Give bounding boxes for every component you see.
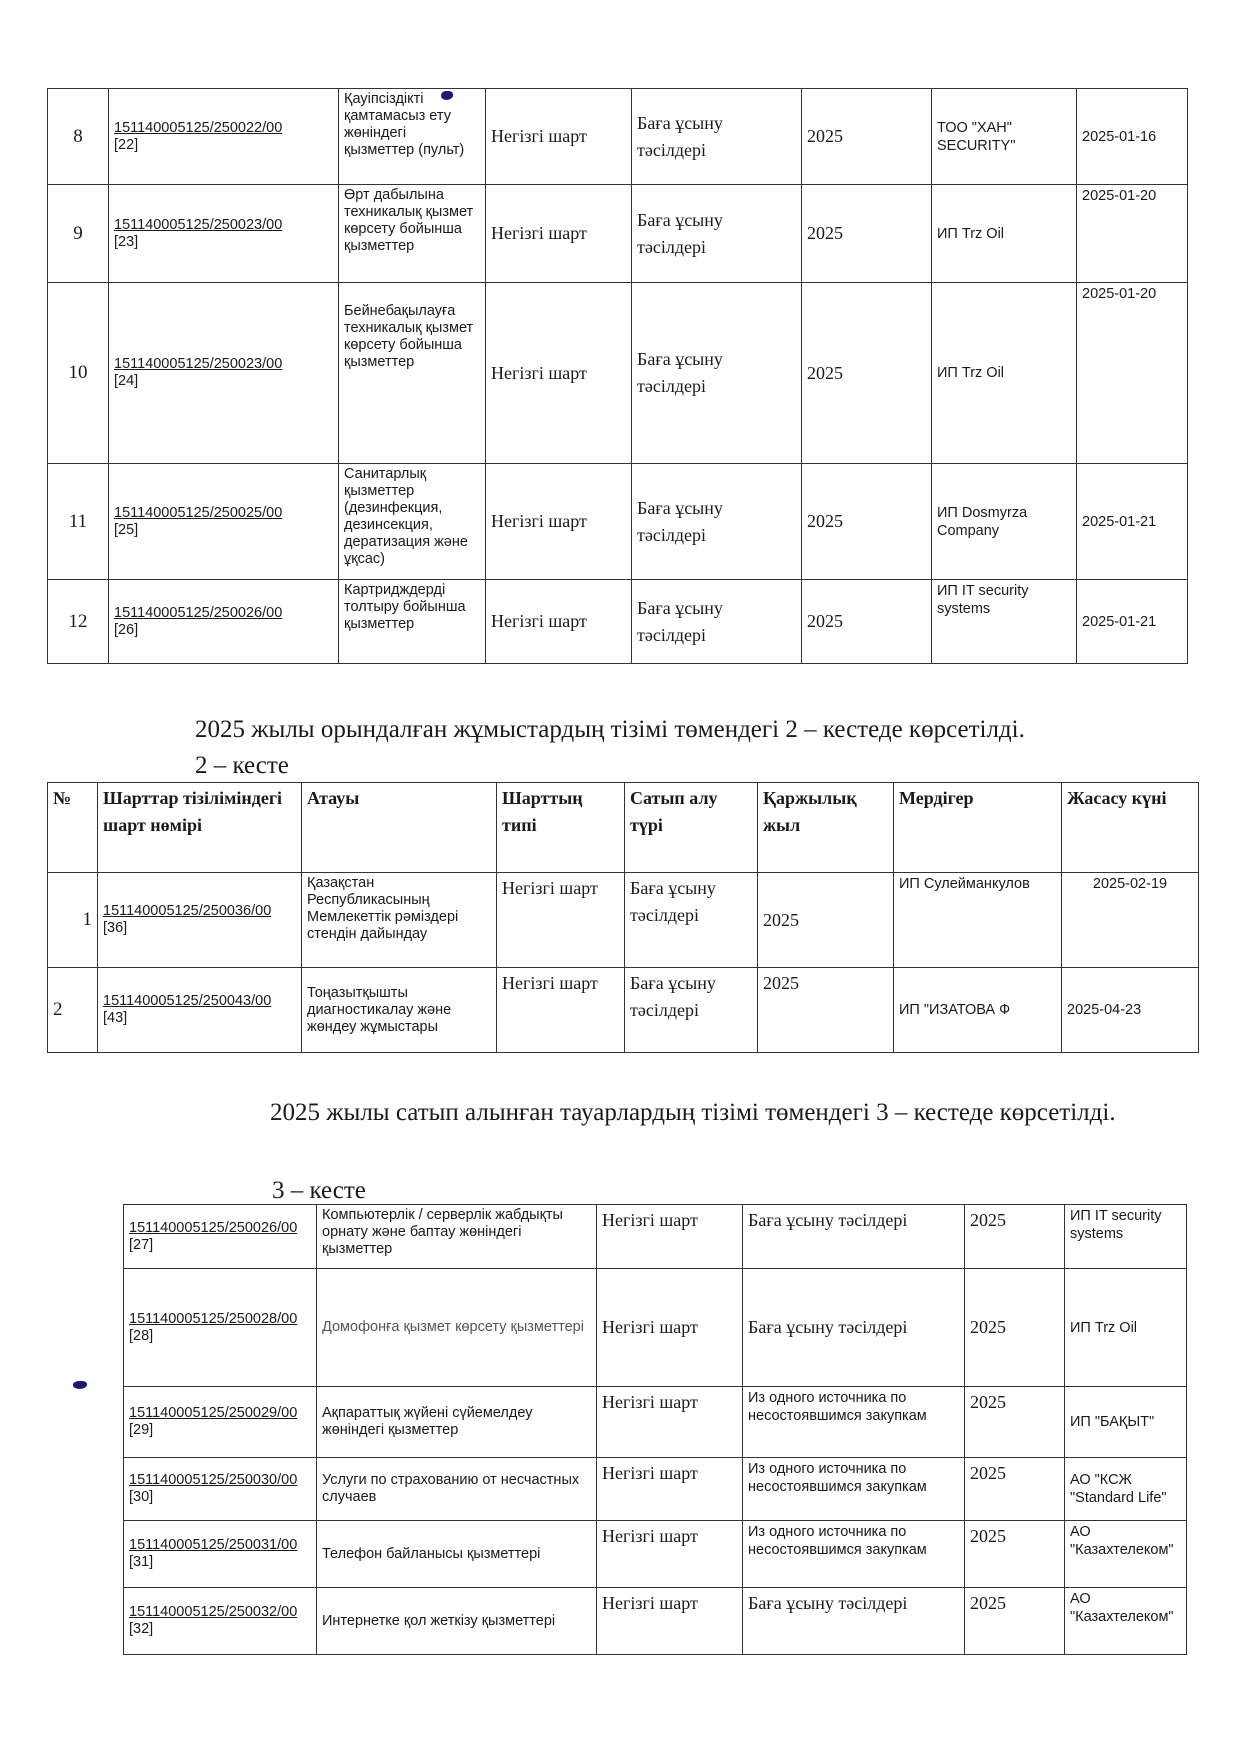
section-3-paragraph: 2025 жылы сатып алынған тауарлардың тізімі төмендегі 3 – кестеде көрсетілді. — [270, 1099, 1116, 1126]
supplier: АО "Казахтелеком" — [1065, 1521, 1187, 1588]
contract-code: 151140005125/250029/00 [29] — [124, 1387, 317, 1458]
contract-name: Тоңазытқышты диагностикалау және жөндеу жұмыстары — [302, 968, 497, 1053]
table-row — [124, 1521, 1187, 1588]
purchase-method: Баға ұсыну тәсілдері — [632, 89, 802, 185]
table-row — [124, 1588, 1187, 1655]
purchase-method: Из одного источника по несостоявшимся закупкам — [743, 1521, 965, 1588]
fiscal-year: 2025 — [965, 1458, 1065, 1521]
contract-name: Қазақстан Республикасының Мемлекеттік рәміздері стендін дайындау — [302, 873, 497, 968]
contract-type: Негізгі шарт — [486, 464, 632, 580]
table-row — [48, 185, 1188, 283]
fiscal-year: 2025 — [802, 580, 932, 664]
fiscal-year: 2025 — [758, 873, 894, 968]
contracts-table-2 — [47, 782, 1199, 1053]
contract-date: 2025-02-19 — [1062, 873, 1199, 968]
table-row — [124, 1387, 1187, 1458]
table-row — [48, 580, 1188, 664]
purchase-method: Баға ұсыну тәсілдері — [743, 1588, 965, 1655]
table-row — [124, 1458, 1187, 1521]
fiscal-year: 2025 — [802, 89, 932, 185]
contract-type: Негізгі шарт — [597, 1269, 743, 1387]
table-header-row — [48, 783, 1199, 873]
header-name: Атауы — [302, 783, 497, 873]
supplier: АО "Казахтелеком" — [1065, 1588, 1187, 1655]
fiscal-year: 2025 — [965, 1269, 1065, 1387]
contract-code: 151140005125/250025/00 [25] — [109, 464, 339, 580]
contract-type: Негізгі шарт — [597, 1588, 743, 1655]
row-number: 9 — [48, 185, 109, 283]
contract-name: Компьютерлік / серверлік жабдықты орнату және баптау жөніндегі қызметтер — [317, 1205, 597, 1269]
supplier: ИП IT security systems — [1065, 1205, 1187, 1269]
row-number: 1 — [48, 873, 98, 968]
purchase-method: Баға ұсыну тәсілдері — [632, 283, 802, 464]
purchase-method: Из одного источника по несостоявшимся закупкам — [743, 1458, 965, 1521]
supplier: ИП Trz Oil — [932, 185, 1077, 283]
table-3-caption: 3 – кесте — [272, 1177, 366, 1204]
contract-code: 151140005125/250023/00 [24] — [109, 283, 339, 464]
purchase-method: Баға ұсыну тәсілдері — [632, 580, 802, 664]
section-2-paragraph: 2025 жылы орындалған жұмыстардың тізімі төмендегі 2 – кестеде көрсетілді. — [195, 716, 1025, 743]
supplier: ИП Trz Oil — [1065, 1269, 1187, 1387]
contract-name: Бейнебақылауға техникалық қызмет көрсету бойынша қызметтер — [339, 283, 486, 464]
supplier: ИП "ИЗАТОВА Ф — [894, 968, 1062, 1053]
goods-table-3 — [123, 1204, 1187, 1655]
ink-mark — [73, 1381, 87, 1389]
supplier: ИП Сулейманкулов — [894, 873, 1062, 968]
contract-name: Қауіпсіздікті қамтамасыз ету жөніндегі қызметтер (пульт) — [339, 89, 486, 185]
fiscal-year: 2025 — [965, 1205, 1065, 1269]
contract-type: Негізгі шарт — [486, 283, 632, 464]
contract-date: 2025-01-20 — [1077, 185, 1188, 283]
supplier: ИП "БАҚЫТ" — [1065, 1387, 1187, 1458]
purchase-method: Баға ұсыну тәсілдері — [743, 1205, 965, 1269]
contract-code: 151140005125/250022/00 [22] — [109, 89, 339, 185]
table-row — [48, 464, 1188, 580]
row-number: 11 — [48, 464, 109, 580]
contract-type: Негізгі шарт — [486, 580, 632, 664]
header-date: Жасасу күні — [1062, 783, 1199, 873]
fiscal-year: 2025 — [758, 968, 894, 1053]
table-row — [48, 283, 1188, 464]
fiscal-year: 2025 — [965, 1521, 1065, 1588]
table-row — [124, 1269, 1187, 1387]
purchase-method: Баға ұсыну тәсілдері — [625, 873, 758, 968]
supplier: АО "КСЖ "Standard Life" — [1065, 1458, 1187, 1521]
table-row — [48, 89, 1188, 185]
contract-type: Негізгі шарт — [597, 1458, 743, 1521]
header-supplier: Мердігер — [894, 783, 1062, 873]
header-type: Шарттың типі — [497, 783, 625, 873]
row-number: 8 — [48, 89, 109, 185]
contract-date: 2025-01-21 — [1077, 580, 1188, 664]
row-number: 10 — [48, 283, 109, 464]
contract-date: 2025-04-23 — [1062, 968, 1199, 1053]
contract-type: Негізгі шарт — [597, 1521, 743, 1588]
contract-type: Негізгі шарт — [497, 873, 625, 968]
table-row — [48, 873, 1199, 968]
header-method: Сатып алу түрі — [625, 783, 758, 873]
contract-code: 151140005125/250026/00 [26] — [109, 580, 339, 664]
purchase-method: Из одного источника по несостоявшимся закупкам — [743, 1387, 965, 1458]
contract-code: 151140005125/250023/00 [23] — [109, 185, 339, 283]
contract-name: Санитарлық қызметтер (дезинфекция, дезинсекция, дератизация және ұқсас) — [339, 464, 486, 580]
contract-code: 151140005125/250026/00 [27] — [124, 1205, 317, 1269]
contract-code: 151140005125/250028/00 [28] — [124, 1269, 317, 1387]
purchase-method: Баға ұсыну тәсілдері — [743, 1269, 965, 1387]
contract-name: Телефон байланысы қызметтері — [317, 1521, 597, 1588]
contract-type: Негізгі шарт — [486, 185, 632, 283]
purchase-method: Баға ұсыну тәсілдері — [632, 464, 802, 580]
table-row — [124, 1205, 1187, 1269]
contract-code: 151140005125/250030/00 [30] — [124, 1458, 317, 1521]
header-code: Шарттар тізіліміндегі шарт нөмірі — [98, 783, 302, 873]
table-2-caption: 2 – кесте — [195, 752, 289, 779]
fiscal-year: 2025 — [965, 1588, 1065, 1655]
contract-name: Өрт дабылына техникалық қызмет көрсету бойынша қызметтер — [339, 185, 486, 283]
header-year: Қаржылық жыл — [758, 783, 894, 873]
row-number: 2 — [48, 968, 98, 1053]
header-no: № — [48, 783, 98, 873]
contract-name: Услуги по страхованию от несчастных случаев — [317, 1458, 597, 1521]
purchase-method: Баға ұсыну тәсілдері — [632, 185, 802, 283]
contract-code: 151140005125/250032/00 [32] — [124, 1588, 317, 1655]
contract-date: 2025-01-20 — [1077, 283, 1188, 464]
contract-date: 2025-01-16 — [1077, 89, 1188, 185]
fiscal-year: 2025 — [802, 185, 932, 283]
contracts-table-1 — [47, 88, 1188, 664]
contract-code: 151140005125/250031/00 [31] — [124, 1521, 317, 1588]
contract-code: 151140005125/250043/00 [43] — [98, 968, 302, 1053]
supplier: ТОО "ХАН" SECURITY" — [932, 89, 1077, 185]
contract-type: Негізгі шарт — [486, 89, 632, 185]
purchase-method: Баға ұсыну тәсілдері — [625, 968, 758, 1053]
fiscal-year: 2025 — [802, 283, 932, 464]
supplier: ИП Trz Oil — [932, 283, 1077, 464]
contract-type: Негізгі шарт — [597, 1387, 743, 1458]
contract-name: Ақпараттық жүйені сүйемелдеу жөніндегі қызметтер — [317, 1387, 597, 1458]
contract-date: 2025-01-21 — [1077, 464, 1188, 580]
contract-name: Интернетке қол жеткізу қызметтері — [317, 1588, 597, 1655]
supplier: ИП Dosmyrza Company — [932, 464, 1077, 580]
contract-type: Негізгі шарт — [497, 968, 625, 1053]
fiscal-year: 2025 — [965, 1387, 1065, 1458]
contract-code: 151140005125/250036/00 [36] — [98, 873, 302, 968]
contract-name: Домофонға қызмет көрсету қызметтері — [317, 1269, 597, 1387]
row-number: 12 — [48, 580, 109, 664]
table-row — [48, 968, 1199, 1053]
contract-type: Негізгі шарт — [597, 1205, 743, 1269]
contract-name: Картридждерді толтыру бойынша қызметтер — [339, 580, 486, 664]
fiscal-year: 2025 — [802, 464, 932, 580]
supplier: ИП IT security systems — [932, 580, 1077, 664]
